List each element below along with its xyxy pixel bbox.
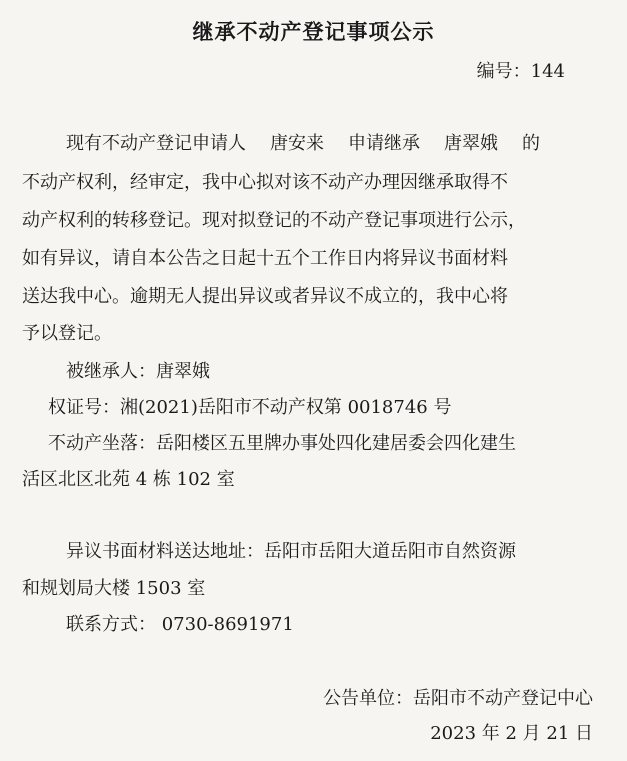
location-line: 不动产坐落：岳阳楼区五里牌办事处四化建居委会四化建生 (48, 433, 516, 454)
intro-prefix: 现有不动产登记申请人 (66, 133, 246, 154)
applicant-name: 唐安来 (270, 133, 324, 154)
page-title: 继承不动产登记事项公示 (192, 20, 435, 44)
objection-address-line: 和规划局大楼 1503 室 (22, 578, 206, 599)
body-line: 不动产权利，经审定，我中心拟对该不动产办理因继承取得不 (22, 172, 508, 193)
body-line: 动产权利的转移登记。现对拟登记的不动产登记事项进行公示， (22, 210, 526, 231)
contact-line: 联系方式： 0730-8691971 (66, 614, 294, 635)
certificate-line: 权证号：湘(2021)岳阳市不动产权第 0018746 号 (48, 397, 452, 418)
body-line: 予以登记。 (22, 323, 112, 344)
intro-suffix: 的 (522, 133, 540, 154)
body-line: 送达我中心。逾期无人提出异议或者异议不成立的，我中心将 (22, 286, 508, 307)
intro-middle: 申请继承 (348, 133, 420, 154)
date-line: 2023 年 2 月 21 日 (430, 723, 593, 744)
issuer-line: 公告单位：岳阳市不动产登记中心 (323, 688, 593, 709)
body-line: 如有异议，请自本公告之日起十五个工作日内将异议书面材料 (22, 248, 508, 269)
decedent-name: 唐翠娥 (444, 133, 498, 154)
location-line: 活区北区北苑 4 栋 102 室 (22, 469, 235, 490)
heir-line: 被继承人：唐翠娥 (66, 361, 210, 382)
intro-line (66, 132, 540, 156)
objection-address-line: 异议书面材料送达地址：岳阳市岳阳大道岳阳市自然资源 (66, 541, 516, 562)
document-number: 编号：144 (476, 61, 565, 82)
